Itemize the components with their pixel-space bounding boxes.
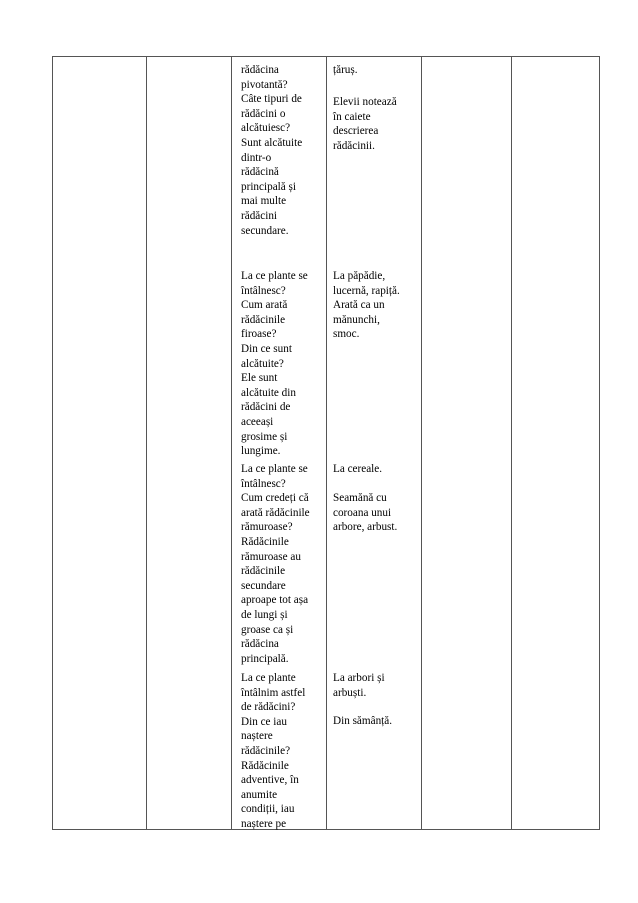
taproot-questions: rădăcina pivotantă? Câte tipuri de rădăcini o alcătuiesc? Sunt alcătuite dintr-o rădăcină principală și mai multe rădăcini secundare.	[241, 64, 303, 237]
adventitious-root-questions: La ce plante întâlnim astfel de rădăcini? Din ce iau naștere rădăcinile? Rădăcinile adventive, în anumite condiții, iau naștere pe	[241, 672, 306, 830]
column-divider	[511, 57, 512, 829]
branched-root-questions: La ce plante se întâlnesc? Cum credeți că arată rădăcinile rămuroase? Rădăcinile rămuroase au rădăcinile secundare aproape tot așa de lungi și groase ca și rădăcina principală.	[241, 463, 310, 665]
answer-cell: Seamănă cu coroana unui arbore, arbust.	[333, 492, 398, 534]
column-divider	[146, 57, 147, 829]
answer-cell: Din sămânță.	[333, 715, 393, 727]
answer-cell: țăruș.	[333, 64, 358, 76]
answer-cell: La cereale.	[333, 463, 383, 475]
fibrous-root-questions: La ce plante se întâlnesc? Cum arată rădăcinile firoase? Din ce sunt alcătuite? Ele sunt alcătuite din rădăcini de aceeași grosime și lungime.	[241, 270, 308, 458]
column-divider	[326, 57, 327, 829]
answer-cell: La păpădie, lucernă, rapiță. Arată ca un mănunchi, smoc.	[333, 270, 400, 341]
lesson-table	[52, 56, 600, 830]
answer-cell: Elevii notează în caiete descrierea rădăcinii.	[333, 96, 397, 152]
answer-cell: La arbori și arbuști.	[333, 672, 385, 699]
column-divider	[231, 57, 232, 829]
